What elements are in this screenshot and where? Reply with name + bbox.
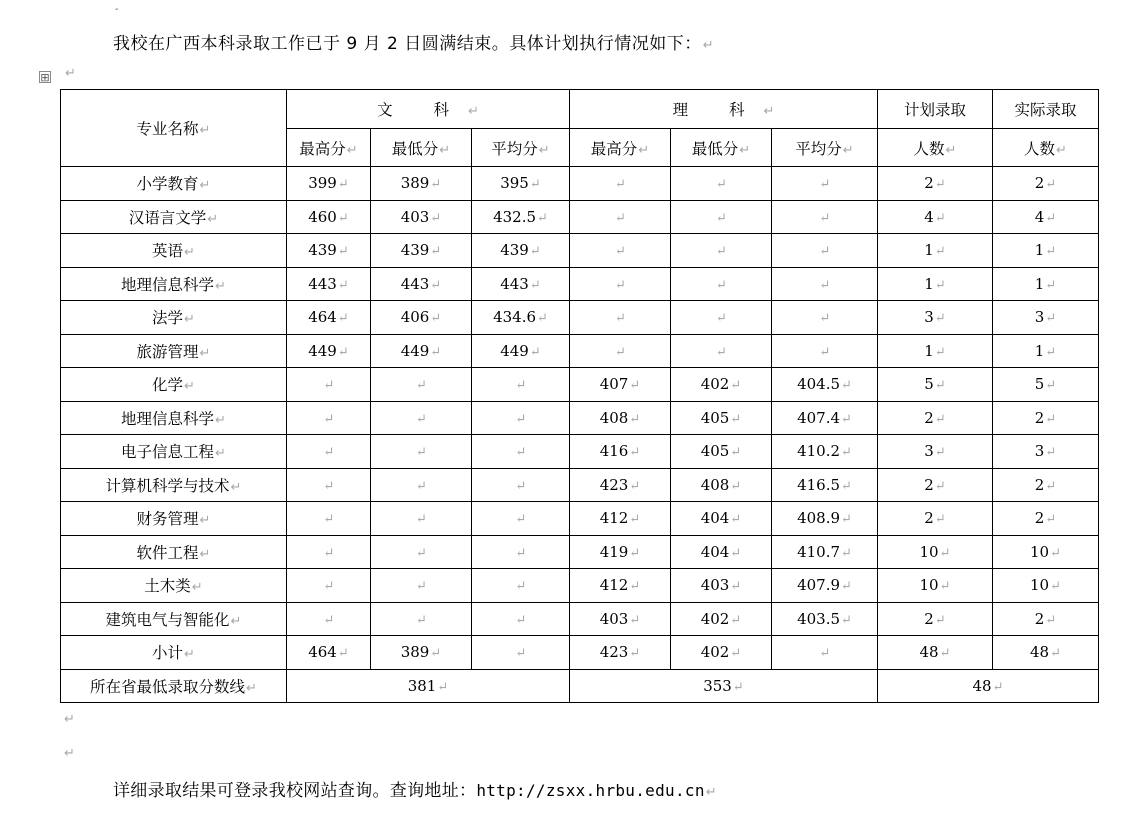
cell-s-min: 405↵ bbox=[671, 435, 772, 469]
cell-a-min: ↵ bbox=[371, 401, 472, 435]
header-sci-min: 最低分↵ bbox=[671, 129, 772, 167]
cell-actual: 3↵ bbox=[993, 301, 1099, 335]
cell-major: 财务管理↵ bbox=[61, 502, 287, 536]
cell-s-avg: 410.7↵ bbox=[772, 535, 878, 569]
cell-a-min: 406↵ bbox=[371, 301, 472, 335]
cell-a-min: ↵ bbox=[371, 502, 472, 536]
header-plan-line2: 人数↵ bbox=[878, 129, 993, 167]
provincial-science: 353↵ bbox=[570, 669, 878, 703]
cell-plan: 48↵ bbox=[878, 636, 993, 670]
table-row bbox=[61, 401, 1099, 435]
table-row bbox=[61, 368, 1099, 402]
cell-s-min: ↵ bbox=[671, 234, 772, 268]
cell-major: 计算机科学与技术↵ bbox=[61, 468, 287, 502]
cell-s-min: 404↵ bbox=[671, 502, 772, 536]
cell-a-avg: ↵ bbox=[472, 401, 570, 435]
cell-s-avg: 404.5↵ bbox=[772, 368, 878, 402]
table-row bbox=[61, 569, 1099, 603]
cell-a-min: 449↵ bbox=[371, 334, 472, 368]
website-link[interactable]: http://zsxx.hrbu.edu.cn bbox=[476, 781, 705, 800]
header-arts: 文 科↵ bbox=[287, 90, 570, 129]
cell-plan: 3↵ bbox=[878, 301, 993, 335]
cell-s-min: 405↵ bbox=[671, 401, 772, 435]
cell-a-min: ↵ bbox=[371, 468, 472, 502]
cell-s-max: 412↵ bbox=[570, 569, 671, 603]
cell-major: 旅游管理↵ bbox=[61, 334, 287, 368]
cell-a-max: 460↵ bbox=[287, 200, 371, 234]
cell-s-avg: 410.2↵ bbox=[772, 435, 878, 469]
cell-s-min: 402↵ bbox=[671, 636, 772, 670]
cell-plan: 2↵ bbox=[878, 401, 993, 435]
cell-major: 法学↵ bbox=[61, 301, 287, 335]
cell-major: 软件工程↵ bbox=[61, 535, 287, 569]
cell-actual: 10↵ bbox=[993, 535, 1099, 569]
cell-s-avg: 407.9↵ bbox=[772, 569, 878, 603]
cell-a-avg: 443↵ bbox=[472, 267, 570, 301]
cell-actual: 2↵ bbox=[993, 502, 1099, 536]
cell-a-avg: 395↵ bbox=[472, 167, 570, 201]
cell-actual: 1↵ bbox=[993, 234, 1099, 268]
cell-a-avg: ↵ bbox=[472, 569, 570, 603]
table-row bbox=[61, 636, 1099, 670]
cell-s-avg: 416.5↵ bbox=[772, 468, 878, 502]
cell-plan: 4↵ bbox=[878, 200, 993, 234]
cell-a-avg: ↵ bbox=[472, 535, 570, 569]
cell-plan: 2↵ bbox=[878, 502, 993, 536]
cell-a-max: 443↵ bbox=[287, 267, 371, 301]
cell-major: 小计↵ bbox=[61, 636, 287, 670]
cell-s-max: ↵ bbox=[570, 301, 671, 335]
cell-s-max: 407↵ bbox=[570, 368, 671, 402]
cell-s-avg: ↵ bbox=[772, 636, 878, 670]
cell-a-avg: ↵ bbox=[472, 602, 570, 636]
cell-s-min: ↵ bbox=[671, 167, 772, 201]
table-move-handle-icon[interactable]: ⊞ bbox=[40, 71, 50, 84]
cell-a-max: ↵ bbox=[287, 368, 371, 402]
cell-a-max: ↵ bbox=[287, 502, 371, 536]
cell-plan: 10↵ bbox=[878, 535, 993, 569]
empty-paragraph: ↵ bbox=[64, 746, 75, 761]
cell-a-max: ↵ bbox=[287, 535, 371, 569]
cell-s-min: 402↵ bbox=[671, 602, 772, 636]
cell-major: 土木类↵ bbox=[61, 569, 287, 603]
provincial-arts: 381↵ bbox=[287, 669, 570, 703]
cell-s-max: 408↵ bbox=[570, 401, 671, 435]
cell-s-avg: ↵ bbox=[772, 301, 878, 335]
empty-paragraph: ↵ bbox=[64, 712, 75, 727]
cell-plan: 1↵ bbox=[878, 334, 993, 368]
cell-actual: 4↵ bbox=[993, 200, 1099, 234]
header-arts-max: 最高分↵ bbox=[287, 129, 371, 167]
header-sci-max: 最高分↵ bbox=[570, 129, 671, 167]
cell-actual: 10↵ bbox=[993, 569, 1099, 603]
cell-a-max: 399↵ bbox=[287, 167, 371, 201]
cell-s-max: ↵ bbox=[570, 267, 671, 301]
cell-plan: 3↵ bbox=[878, 435, 993, 469]
cell-major: 电子信息工程↵ bbox=[61, 435, 287, 469]
cell-s-min: 403↵ bbox=[671, 569, 772, 603]
cell-a-max: ↵ bbox=[287, 435, 371, 469]
intro-text: 我校在广西本科录取工作已于 9 月 2 日圆满结束。具体计划执行情况如下： bbox=[113, 34, 702, 54]
cell-s-min: ↵ bbox=[671, 267, 772, 301]
cell-a-avg: 432.5↵ bbox=[472, 200, 570, 234]
cell-a-max: ↵ bbox=[287, 602, 371, 636]
cell-actual: 5↵ bbox=[993, 368, 1099, 402]
cell-plan: 2↵ bbox=[878, 468, 993, 502]
cell-a-avg: 434.6↵ bbox=[472, 301, 570, 335]
table-row bbox=[61, 301, 1099, 335]
cell-major: 建筑电气与智能化↵ bbox=[61, 602, 287, 636]
cell-actual: 1↵ bbox=[993, 334, 1099, 368]
cell-a-avg: ↵ bbox=[472, 368, 570, 402]
header-actual-line2: 人数↵ bbox=[993, 129, 1099, 167]
cell-s-avg: ↵ bbox=[772, 200, 878, 234]
cell-a-max: 449↵ bbox=[287, 334, 371, 368]
cell-a-max: 464↵ bbox=[287, 636, 371, 670]
cell-s-max: ↵ bbox=[570, 200, 671, 234]
cell-a-avg: ↵ bbox=[472, 502, 570, 536]
cell-actual: 2↵ bbox=[993, 167, 1099, 201]
cell-major: 化学↵ bbox=[61, 368, 287, 402]
footer-text: 详细录取结果可登录我校网站查询。查询地址： bbox=[113, 781, 477, 801]
cell-s-max: ↵ bbox=[570, 334, 671, 368]
cell-s-max: 403↵ bbox=[570, 602, 671, 636]
cursor-dot: - bbox=[115, 4, 119, 15]
table-row bbox=[61, 267, 1099, 301]
cell-actual: 2↵ bbox=[993, 602, 1099, 636]
cell-s-min: 408↵ bbox=[671, 468, 772, 502]
cell-a-avg: 449↵ bbox=[472, 334, 570, 368]
header-major: 专业名称↵ bbox=[61, 90, 287, 167]
cell-s-avg: 407.4↵ bbox=[772, 401, 878, 435]
cell-s-min: ↵ bbox=[671, 200, 772, 234]
cell-s-avg: 403.5↵ bbox=[772, 602, 878, 636]
cell-a-min: ↵ bbox=[371, 602, 472, 636]
table-row bbox=[61, 167, 1099, 201]
cell-s-avg: ↵ bbox=[772, 334, 878, 368]
table-row bbox=[61, 502, 1099, 536]
cell-a-min: 443↵ bbox=[371, 267, 472, 301]
paragraph-mark-icon: ↵ bbox=[702, 38, 715, 53]
cell-a-min: 389↵ bbox=[371, 167, 472, 201]
cell-s-min: ↵ bbox=[671, 334, 772, 368]
table-row bbox=[61, 234, 1099, 268]
cell-a-min: 403↵ bbox=[371, 200, 472, 234]
footer-paragraph bbox=[113, 776, 717, 801]
cell-a-max: ↵ bbox=[287, 569, 371, 603]
header-science: 理 科↵ bbox=[570, 90, 878, 129]
cell-a-avg: ↵ bbox=[472, 435, 570, 469]
cell-plan: 2↵ bbox=[878, 167, 993, 201]
provincial-label: 所在省最低录取分数线↵ bbox=[61, 669, 287, 703]
cell-a-avg: ↵ bbox=[472, 468, 570, 502]
intro-paragraph bbox=[113, 29, 714, 54]
cell-a-min: ↵ bbox=[371, 569, 472, 603]
cell-s-max: 423↵ bbox=[570, 468, 671, 502]
cell-s-avg: ↵ bbox=[772, 267, 878, 301]
header-sci-avg: 平均分↵ bbox=[772, 129, 878, 167]
table-row bbox=[61, 535, 1099, 569]
cell-actual: 1↵ bbox=[993, 267, 1099, 301]
table-row bbox=[61, 334, 1099, 368]
cell-major: 小学教育↵ bbox=[61, 167, 287, 201]
provincial-total: 48↵ bbox=[878, 669, 1099, 703]
cell-a-avg: 439↵ bbox=[472, 234, 570, 268]
header-arts-avg: 平均分↵ bbox=[472, 129, 570, 167]
cell-plan: 1↵ bbox=[878, 234, 993, 268]
cell-actual: 2↵ bbox=[993, 401, 1099, 435]
cell-plan: 10↵ bbox=[878, 569, 993, 603]
header-arts-min: 最低分↵ bbox=[371, 129, 472, 167]
cell-s-min: ↵ bbox=[671, 301, 772, 335]
cell-a-min: ↵ bbox=[371, 368, 472, 402]
cell-s-max: ↵ bbox=[570, 234, 671, 268]
cell-s-avg: ↵ bbox=[772, 234, 878, 268]
table-row bbox=[61, 200, 1099, 234]
cell-s-max: 416↵ bbox=[570, 435, 671, 469]
cell-s-max: 412↵ bbox=[570, 502, 671, 536]
cell-s-max: 423↵ bbox=[570, 636, 671, 670]
header-plan: 计划录取 bbox=[878, 90, 993, 129]
cell-s-max: 419↵ bbox=[570, 535, 671, 569]
paragraph-mark-icon: ↵ bbox=[65, 66, 76, 81]
cell-s-max: ↵ bbox=[570, 167, 671, 201]
table-row bbox=[61, 602, 1099, 636]
cell-s-avg: ↵ bbox=[772, 167, 878, 201]
cell-plan: 5↵ bbox=[878, 368, 993, 402]
header-actual: 实际录取 bbox=[993, 90, 1099, 129]
table-row bbox=[61, 435, 1099, 469]
cell-major: 英语↵ bbox=[61, 234, 287, 268]
cell-a-min: ↵ bbox=[371, 435, 472, 469]
cell-major: 地理信息科学↵ bbox=[61, 401, 287, 435]
cell-s-min: 402↵ bbox=[671, 368, 772, 402]
cell-a-avg: ↵ bbox=[472, 636, 570, 670]
cell-a-min: 389↵ bbox=[371, 636, 472, 670]
cell-a-max: 439↵ bbox=[287, 234, 371, 268]
cell-actual: 48↵ bbox=[993, 636, 1099, 670]
cell-actual: 2↵ bbox=[993, 468, 1099, 502]
cell-a-min: ↵ bbox=[371, 535, 472, 569]
cell-plan: 1↵ bbox=[878, 267, 993, 301]
cell-s-min: 404↵ bbox=[671, 535, 772, 569]
cell-a-max: ↵ bbox=[287, 401, 371, 435]
cell-s-avg: 408.9↵ bbox=[772, 502, 878, 536]
admission-table bbox=[60, 89, 1099, 703]
paragraph-mark-icon: ↵ bbox=[705, 785, 717, 800]
cell-a-max: ↵ bbox=[287, 468, 371, 502]
table-row bbox=[61, 468, 1099, 502]
cell-major: 汉语言文学↵ bbox=[61, 200, 287, 234]
cell-major: 地理信息科学↵ bbox=[61, 267, 287, 301]
cell-a-max: 464↵ bbox=[287, 301, 371, 335]
cell-actual: 3↵ bbox=[993, 435, 1099, 469]
cell-a-min: 439↵ bbox=[371, 234, 472, 268]
cell-plan: 2↵ bbox=[878, 602, 993, 636]
